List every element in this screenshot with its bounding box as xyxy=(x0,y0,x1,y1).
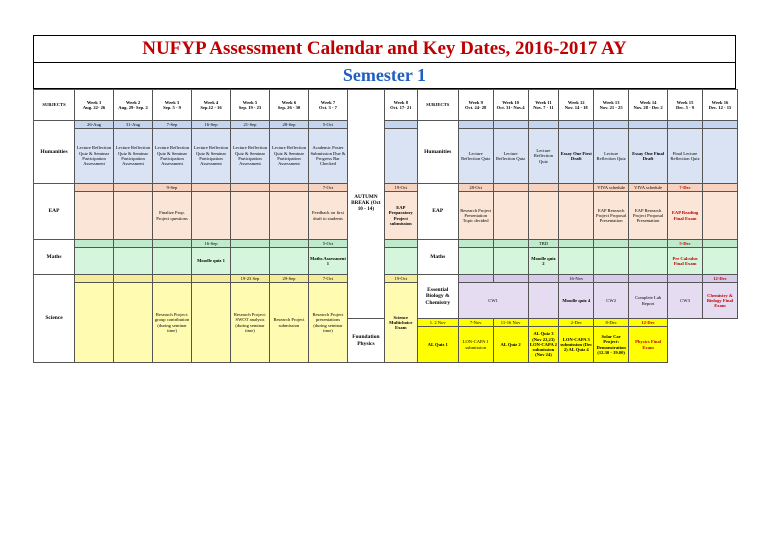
date-cell: 1. 2 Nov xyxy=(417,319,458,327)
date-cell: VIVA schedule xyxy=(594,184,629,192)
subject-science: Science xyxy=(34,275,75,363)
date-cell: 7-Nov xyxy=(458,319,493,327)
week-header: Week 14 Nov. 28 - Dec 2 xyxy=(629,90,668,121)
assessment-cell: Lecture Reflection Quiz xyxy=(458,129,493,184)
assessment-cell: Essay One Final Draft xyxy=(629,129,668,184)
subject-eap: EAP xyxy=(417,184,458,240)
date-cell xyxy=(629,121,668,129)
date-cell: 7-Oct xyxy=(308,275,347,283)
date-cell: 11-16 Nov xyxy=(493,319,528,327)
date-cell xyxy=(702,121,737,129)
assessment-cell: Maths Assessment 1 xyxy=(308,248,347,275)
assessment-cell: Finalize Prop. Project questions xyxy=(153,192,192,240)
assessment-cell: Lecture Reflection Quiz & Seminar Participation Assessment xyxy=(75,129,114,184)
assessment-cell: Physics Final Exam xyxy=(629,327,668,363)
week-header: Week 7 Oct. 3 - 7 xyxy=(308,90,347,121)
assessment-cell: CW3 xyxy=(668,283,703,319)
autumn-break: AUTUMN BREAK (Oct 10 - 14) xyxy=(347,90,384,319)
week-header: Week 2 Aug. 29- Sep. 2 xyxy=(114,90,153,121)
assessment-cell: AL Quiz 2 xyxy=(493,327,528,363)
biology-row xyxy=(34,283,738,319)
date-cell: 8-Dec xyxy=(594,319,629,327)
subject-eap: EAP xyxy=(34,184,75,240)
date-cell xyxy=(668,121,703,129)
assessment-cell: CW1 xyxy=(458,283,528,319)
date-cell: VIVA schedule xyxy=(629,184,668,192)
assessment-cell: Pre Calculus Final Exam xyxy=(668,248,703,275)
assessment-cell: Final Lecture Reflection Quiz xyxy=(668,129,703,184)
date-cell: 5-Dec xyxy=(668,240,703,248)
subjects-header: SUBJECTS xyxy=(34,90,75,121)
date-cell: 7-Sep xyxy=(153,121,192,129)
assessment-cell: Solar Car Project: Demonstration (12.30 - 19.00) xyxy=(594,327,629,363)
humanities-row xyxy=(34,129,738,184)
date-cell: 28-Sep xyxy=(269,121,308,129)
assessment-cell: Lecture Reflection Quiz & Seminar Participation Assessment xyxy=(192,129,231,184)
assessment-cell: Moodle quiz 1 xyxy=(192,248,231,275)
subject-biology-chemistry: Essential Biology & Chemistry xyxy=(417,275,458,319)
date-cell: 2-Dec xyxy=(559,319,594,327)
week-header: Week 3 Sep. 5 - 9 xyxy=(153,90,192,121)
assessment-cell: Lecture Reflection Quiz & Seminar Participation Assessment xyxy=(114,129,153,184)
date-cell: 7-Oct xyxy=(308,184,347,192)
assessment-cell: Lecture Reflection Quiz xyxy=(594,129,629,184)
assessment-cell: Moodle quiz 2 xyxy=(528,248,559,275)
date-cell: 28-Oct xyxy=(458,184,493,192)
maths-dates-row xyxy=(34,240,738,248)
date-cell xyxy=(384,121,417,129)
assessment-cell: Research Project: group contribution (during seminar time) xyxy=(153,283,192,363)
date-cell xyxy=(594,121,629,129)
assessment-cell: EAP Research Project Proposal Presentation xyxy=(594,192,629,240)
date-cell: 31-Aug xyxy=(114,121,153,129)
date-cell: 29-Sep xyxy=(269,275,308,283)
assessment-cell: Academic Poster Submission Due & Progress Bar Checked xyxy=(308,129,347,184)
week-header: Week 15 Dec. 5 - 9 xyxy=(668,90,703,121)
date-cell: 5-Oct xyxy=(308,240,347,248)
subject-humanities: Humanities xyxy=(417,121,458,184)
week-header: Week 11 Nov. 7 - 11 xyxy=(528,90,559,121)
eap-row xyxy=(34,192,738,240)
date-cell: 19-23 Sep xyxy=(230,275,269,283)
date-cell: TBD xyxy=(528,240,559,248)
subjects-header: SUBJECTS xyxy=(417,90,458,121)
subject-physics: Foundation Physics xyxy=(347,319,384,363)
assessment-cell: EAP Preparatory Project submission xyxy=(384,192,417,240)
date-cell: 12-Dec xyxy=(702,275,737,283)
date-cell: 7-Dec xyxy=(668,184,703,192)
assessment-cell: Research Project: SWOT analysis (during seminar time) xyxy=(230,283,269,363)
assessment-cell: Lecture Reflection Quiz xyxy=(493,129,528,184)
week-header: Week 1 Aug. 22- 26 xyxy=(75,90,114,121)
date-cell: 16-Sep xyxy=(192,121,231,129)
subject-humanities: Humanities xyxy=(34,121,75,184)
assessment-cell: Complete Lab Report xyxy=(629,283,668,319)
assessment-cell xyxy=(702,129,737,184)
subject-maths: Maths xyxy=(34,240,75,275)
eap-dates-row xyxy=(34,184,738,192)
date-cell: 19-Oct xyxy=(384,184,417,192)
assessment-cell: AL Quiz 1 xyxy=(417,327,458,363)
date-cell xyxy=(559,121,594,129)
header-row xyxy=(34,90,738,121)
page-title: NUFYP Assessment Calendar and Key Dates, 2016-2017 AY xyxy=(33,35,736,62)
subject-maths: Maths xyxy=(417,240,458,275)
date-cell: 12-Dec xyxy=(629,319,668,327)
date-cell: 16-Sep xyxy=(192,240,231,248)
date-cell: 21-Sep xyxy=(230,121,269,129)
assessment-cell: Research Project presentations (during seminar time) xyxy=(308,283,347,363)
date-cell: 9-Sep xyxy=(153,184,192,192)
week-header: Week 10 Oct. 31- Nov.4 xyxy=(493,90,528,121)
assessment-cell: CW2 xyxy=(594,283,629,319)
date-cell: 19-Oct xyxy=(384,275,417,283)
date-cell: 16-Nov xyxy=(559,275,594,283)
assessment-cell: Essay One First Draft xyxy=(559,129,594,184)
assessment-cell xyxy=(384,129,417,184)
date-cell: 5-Oct xyxy=(308,121,347,129)
assessment-cell: Science Multichoice Exam xyxy=(384,283,417,363)
date-cell xyxy=(493,121,528,129)
assessment-cell: Lecture Reflection Quiz xyxy=(528,129,559,184)
week-header: Week 16 Dec. 12 - 15 xyxy=(702,90,737,121)
week-header: Week 6 Sep. 26 - 30 xyxy=(269,90,308,121)
science-dates-row xyxy=(34,275,738,283)
date-cell: 26-Aug xyxy=(75,121,114,129)
date-cell xyxy=(458,121,493,129)
assessment-cell: Chemistry & Biology Final Exam xyxy=(702,283,737,319)
date-cell xyxy=(528,319,559,327)
assessment-cell: Research Project submission xyxy=(269,283,308,363)
assessment-cell: Lecture Reflection Quiz & Seminar Participation Assessment xyxy=(230,129,269,184)
maths-row xyxy=(34,248,738,275)
assessment-cell: LON-CAPA 3 submission (Dec 2) AL Quiz 4 xyxy=(559,327,594,363)
calendar-table xyxy=(33,89,738,363)
calendar-sheet xyxy=(33,35,736,363)
assessment-cell: Lecture Reflection Quiz & Seminar Participation Assessment xyxy=(269,129,308,184)
assessment-cell: Feedback on first draft to students xyxy=(308,192,347,240)
assessment-cell: Moodle quiz 4 xyxy=(559,283,594,319)
assessment-cell: Lecture Reflection Quiz & Seminar Participation Assessment xyxy=(153,129,192,184)
assessment-cell: Research Project Presentation Topic decided xyxy=(458,192,493,240)
week-header: Week 5 Sep. 19 - 23 xyxy=(230,90,269,121)
week-header: Week 12 Nov. 14 - 18 xyxy=(559,90,594,121)
assessment-cell: LON-CAPA 1 submission xyxy=(458,327,493,363)
assessment-cell: EAP Research Project Proposal Presentation xyxy=(629,192,668,240)
week-header: Week 4 Sep.12 - 16 xyxy=(192,90,231,121)
week-header: Week 9 Oct. 24- 28 xyxy=(458,90,493,121)
week-header: Week 8 Oct. 17- 21 xyxy=(384,90,417,121)
semester-heading: Semester 1 xyxy=(33,62,736,89)
humanities-dates-row xyxy=(34,121,738,129)
assessment-cell: EAP Reading Final Exam xyxy=(668,192,703,240)
date-cell xyxy=(528,121,559,129)
assessment-cell: AL Quiz 3 (Nov 22,23) LON-CAPA 2 submission (Nov 24) xyxy=(528,327,559,363)
week-header: Week 13 Nov. 21 - 25 xyxy=(594,90,629,121)
